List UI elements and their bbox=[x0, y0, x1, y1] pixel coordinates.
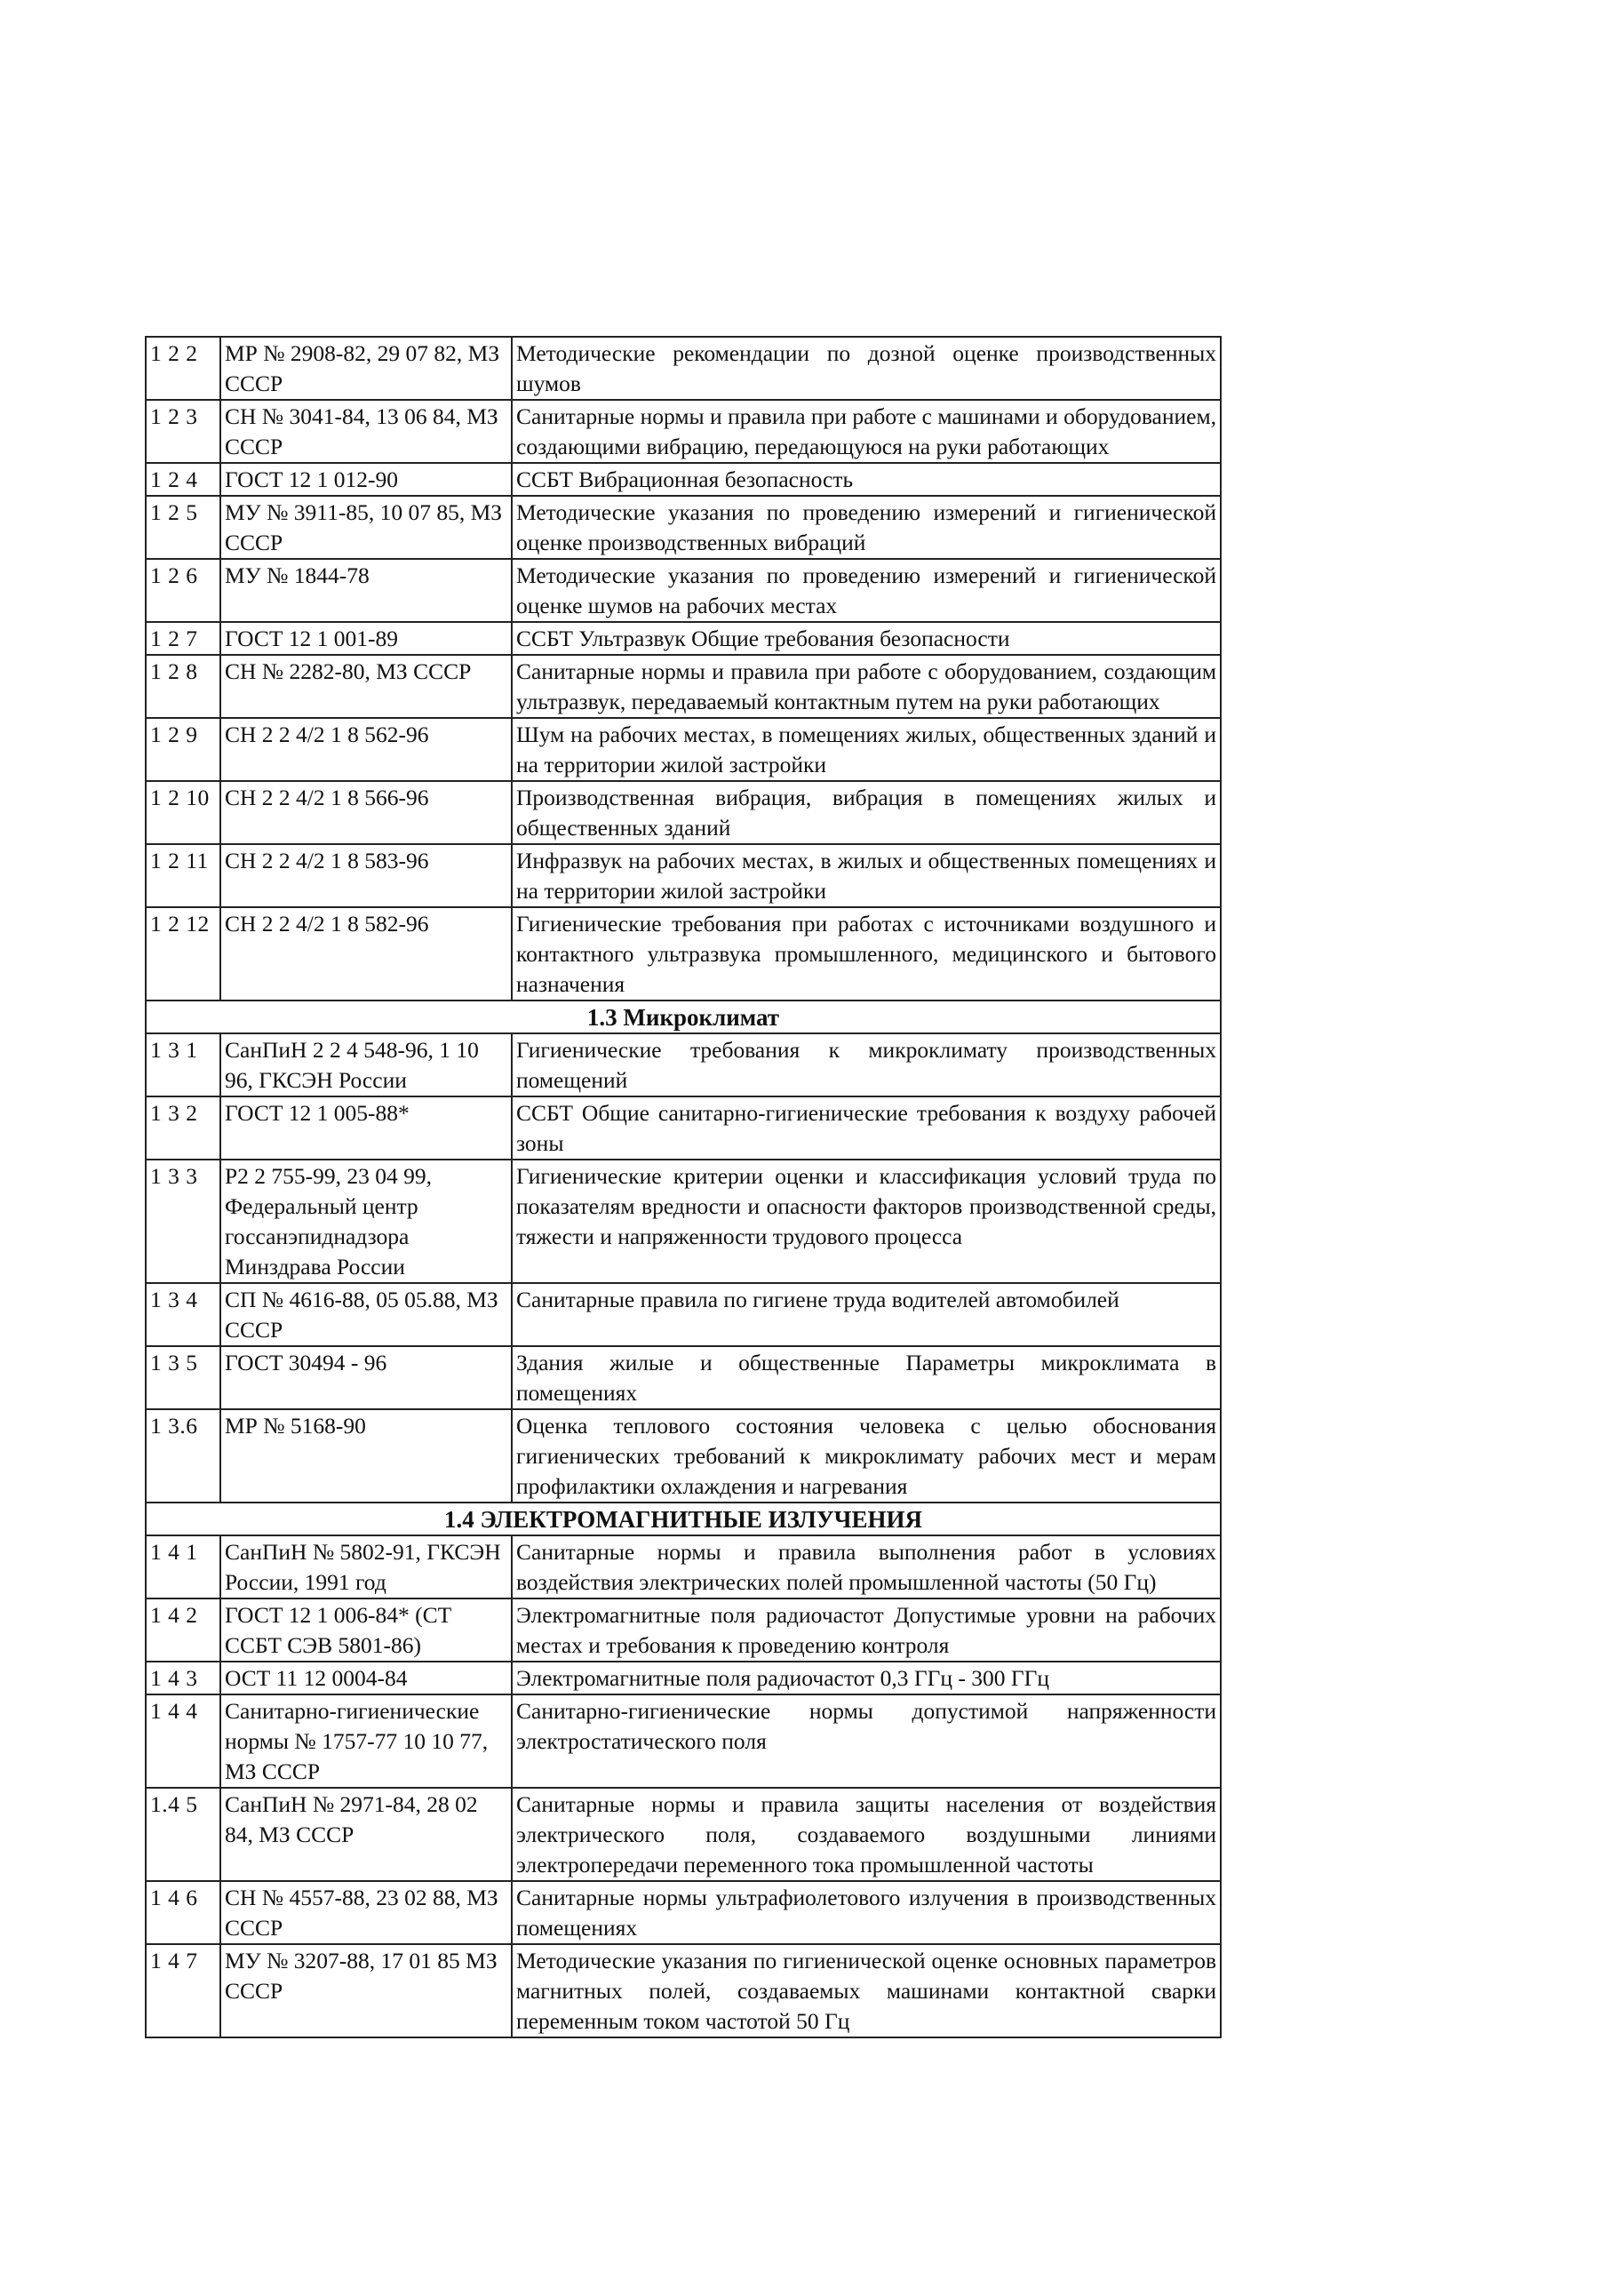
section-header-row bbox=[146, 1001, 1221, 1033]
row-number: 1 2 11 bbox=[146, 844, 220, 907]
document-description: ССБТ Ультразвук Общие требования безопасности bbox=[512, 622, 1221, 655]
table-row bbox=[146, 1160, 1221, 1283]
row-number: 1 3 2 bbox=[146, 1096, 220, 1160]
table-row bbox=[146, 907, 1221, 1001]
table-row bbox=[146, 496, 1221, 559]
document-description: Гигиенические критерии оценки и классификация условий труда по показателям вредности и опасности факторов производственной среды, тяжести и напряженности трудового процесса bbox=[512, 1160, 1221, 1283]
table-row bbox=[146, 1598, 1221, 1662]
document-reference: СН 2 2 4/2 1 8 566-96 bbox=[220, 781, 512, 844]
document-description: Электромагнитные поля радиочастот 0,3 ГГц - 300 ГГц bbox=[512, 1662, 1221, 1694]
document-description: Санитарные правила по гигиене труда водителей автомобилей bbox=[512, 1283, 1221, 1346]
document-reference: ГОСТ 12 1 012-90 bbox=[220, 463, 512, 496]
document-description: Санитарные нормы и правила при работе с машинами и оборудованием, создающими вибрацию, передающуюся на руки работающих bbox=[512, 400, 1221, 463]
document-reference: СН 2 2 4/2 1 8 562-96 bbox=[220, 718, 512, 781]
document-description: Санитарные нормы ультрафиолетового излучения в производственных помещениях bbox=[512, 1881, 1221, 1944]
document-reference: СанПиН 2 2 4 548-96, 1 10 96, ГКСЭН России bbox=[220, 1033, 512, 1096]
document-reference: МУ № 3207-88, 17 01 85 МЗ СССР bbox=[220, 1944, 512, 2037]
document-description: Электромагнитные поля радиочастот Допустимые уровни на рабочих местах и требования к проведению контроля bbox=[512, 1598, 1221, 1662]
standards-table bbox=[145, 336, 1222, 2038]
document-description: ССБТ Вибрационная безопасность bbox=[512, 463, 1221, 496]
document-reference: ГОСТ 12 1 005-88* bbox=[220, 1096, 512, 1160]
document-reference: МР № 2908-82, 29 07 82, МЗ СССР bbox=[220, 337, 512, 400]
table-row bbox=[146, 559, 1221, 622]
row-number: 1 2 10 bbox=[146, 781, 220, 844]
row-number: 1 2 7 bbox=[146, 622, 220, 655]
row-number: 1 2 5 bbox=[146, 496, 220, 559]
document-description: ССБТ Общие санитарно-гигиенические требования к воздуху рабочей зоны bbox=[512, 1096, 1221, 1160]
row-number: 1 4 7 bbox=[146, 1944, 220, 2037]
document-description: Методические указания по проведению измерений и гигиенической оценке производственных вибраций bbox=[512, 496, 1221, 559]
table-row bbox=[146, 1662, 1221, 1694]
standards-table-body bbox=[146, 337, 1221, 2037]
document-description: Инфразвук на рабочих местах, в жилых и общественных помещениях и на территории жилой застройки bbox=[512, 844, 1221, 907]
row-number: 1 4 2 bbox=[146, 1598, 220, 1662]
table-row bbox=[146, 1283, 1221, 1346]
row-number: 1 3 5 bbox=[146, 1346, 220, 1409]
document-description: Здания жилые и общественные Параметры микроклимата в помещениях bbox=[512, 1346, 1221, 1409]
document-description: Санитарные нормы и правила защиты населения от воздействия электрического поля, создаваемого воздушными линиями электропередачи переменного тока промышленной частоты bbox=[512, 1788, 1221, 1881]
row-number: 1 2 8 bbox=[146, 655, 220, 718]
table-row bbox=[146, 622, 1221, 655]
row-number: 1 4 4 bbox=[146, 1694, 220, 1788]
row-number: 1.4 5 bbox=[146, 1788, 220, 1881]
document-description: Методические указания по гигиенической оценке основных параметров магнитных полей, создаваемых машинами контактной сварки переменным током частотой 50 Гц bbox=[512, 1944, 1221, 2037]
row-number: 1 3 1 bbox=[146, 1033, 220, 1096]
document-description: Методические указания по проведению измерений и гигиенической оценке шумов на рабочих местах bbox=[512, 559, 1221, 622]
document-reference: МР № 5168-90 bbox=[220, 1409, 512, 1503]
row-number: 1 2 9 bbox=[146, 718, 220, 781]
document-reference: СанПиН № 5802-91, ГКСЭН России, 1991 год bbox=[220, 1535, 512, 1598]
document-reference: СН 2 2 4/2 1 8 582-96 bbox=[220, 907, 512, 1001]
document-reference: Р2 2 755-99, 23 04 99, Федеральный центр госсанэпиднадзора Минздрава России bbox=[220, 1160, 512, 1283]
row-number: 1 4 3 bbox=[146, 1662, 220, 1694]
section-header-row bbox=[146, 1503, 1221, 1535]
table-row bbox=[146, 1346, 1221, 1409]
table-row bbox=[146, 1881, 1221, 1944]
document-reference: ГОСТ 12 1 006-84* (СТ ССБТ СЭВ 5801-86) bbox=[220, 1598, 512, 1662]
document-reference: ГОСТ 30494 - 96 bbox=[220, 1346, 512, 1409]
table-row bbox=[146, 1096, 1221, 1160]
document-description: Гигиенические требования к микроклимату производственных помещений bbox=[512, 1033, 1221, 1096]
table-row bbox=[146, 463, 1221, 496]
table-row bbox=[146, 400, 1221, 463]
table-row bbox=[146, 655, 1221, 718]
table-row bbox=[146, 781, 1221, 844]
table-row bbox=[146, 337, 1221, 400]
row-number: 1 2 2 bbox=[146, 337, 220, 400]
document-description: Шум на рабочих местах, в помещениях жилых, общественных зданий и на территории жилой застройки bbox=[512, 718, 1221, 781]
table-row bbox=[146, 1409, 1221, 1503]
document-reference: ГОСТ 12 1 001-89 bbox=[220, 622, 512, 655]
document-description: Оценка теплового состояния человека с целью обоснования гигиенических требований к микроклимату рабочих мест и мерам профилактики охлаждения и нагревания bbox=[512, 1409, 1221, 1503]
section-title: 1.4 ЭЛЕКТРОМАГНИТНЫЕ ИЗЛУЧЕНИЯ bbox=[146, 1503, 1221, 1535]
document-reference: МУ № 3911-85, 10 07 85, МЗ СССР bbox=[220, 496, 512, 559]
document-description: Санитарные нормы и правила при работе с оборудованием, создающим ультразвук, передаваемый контактным путем на руки работающих bbox=[512, 655, 1221, 718]
document-description: Санитарные нормы и правила выполнения работ в условиях воздействия электрических полей промышленной частоты (50 Гц) bbox=[512, 1535, 1221, 1598]
row-number: 1 3.6 bbox=[146, 1409, 220, 1503]
document-reference: СП № 4616-88, 05 05.88, МЗ СССР bbox=[220, 1283, 512, 1346]
row-number: 1 3 3 bbox=[146, 1160, 220, 1283]
row-number: 1 4 1 bbox=[146, 1535, 220, 1598]
table-row bbox=[146, 1944, 1221, 2037]
document-description: Санитарно-гигиенические нормы допустимой напряженности электростатического поля bbox=[512, 1694, 1221, 1788]
row-number: 1 2 6 bbox=[146, 559, 220, 622]
document-reference: СН 2 2 4/2 1 8 583-96 bbox=[220, 844, 512, 907]
section-title: 1.3 Микроклимат bbox=[146, 1001, 1221, 1033]
document-description: Методические рекомендации по дозной оценке производственных шумов bbox=[512, 337, 1221, 400]
document-reference: СанПиН № 2971-84, 28 02 84, МЗ СССР bbox=[220, 1788, 512, 1881]
document-reference: Санитарно-гигиенические нормы № 1757-77 10 10 77, МЗ СССР bbox=[220, 1694, 512, 1788]
document-description: Производственная вибрация, вибрация в помещениях жилых и общественных зданий bbox=[512, 781, 1221, 844]
document-description: Гигиенические требования при работах с источниками воздушного и контактного ультразвука промышленного, медицинского и бытового назначения bbox=[512, 907, 1221, 1001]
document-reference: СН № 4557-88, 23 02 88, МЗ СССР bbox=[220, 1881, 512, 1944]
table-row bbox=[146, 718, 1221, 781]
row-number: 1 3 4 bbox=[146, 1283, 220, 1346]
table-row bbox=[146, 1694, 1221, 1788]
row-number: 1 2 4 bbox=[146, 463, 220, 496]
row-number: 1 4 6 bbox=[146, 1881, 220, 1944]
document-reference: ОСТ 11 12 0004-84 bbox=[220, 1662, 512, 1694]
document-reference: СН № 2282-80, МЗ СССР bbox=[220, 655, 512, 718]
table-row bbox=[146, 1033, 1221, 1096]
table-row bbox=[146, 1788, 1221, 1881]
row-number: 1 2 12 bbox=[146, 907, 220, 1001]
document-reference: СН № 3041-84, 13 06 84, МЗ СССР bbox=[220, 400, 512, 463]
table-row bbox=[146, 1535, 1221, 1598]
document-reference: МУ № 1844-78 bbox=[220, 559, 512, 622]
row-number: 1 2 3 bbox=[146, 400, 220, 463]
table-row bbox=[146, 844, 1221, 907]
